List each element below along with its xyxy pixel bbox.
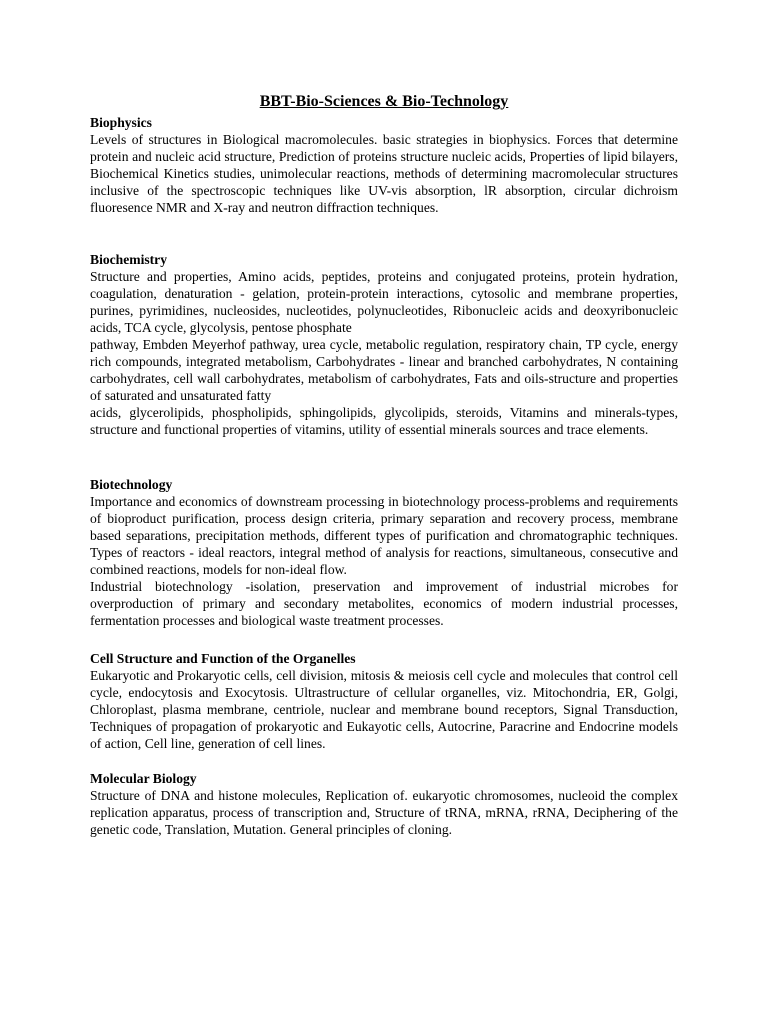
section-paragraph: Structure and properties, Amino acids, peptides, proteins and conjugated proteins, protein hydration, coagulation, denaturation - gelation, protein-protein interactions, cytosolic and membrane properties, purines, pyrimidines, nucleosides, nucleotides, polynucleotides, Ribonucleic acids and deoxyribonucleic acids, TCA cycle, glycolysis, pentose phosphate bbox=[90, 269, 678, 335]
section-heading: Biophysics bbox=[90, 115, 152, 130]
section-molecular-biology bbox=[90, 770, 678, 838]
section-paragraph: acids, glycerolipids, phospholipids, sphingolipids, glycolipids, steroids, Vitamins and minerals-types, structure and functional properties of vitamins, utility of essential minerals sources and trace elements. bbox=[90, 405, 678, 437]
section-heading: Molecular Biology bbox=[90, 771, 197, 786]
section-paragraph: Eukaryotic and Prokaryotic cells, cell division, mitosis & meiosis cell cycle and molecules that control cell cycle, endocytosis and Exocytosis. Ultrastructure of cellular organelles, viz. Mitochondria, ER, Golgi, Chloroplast, plasma membrane, centriole, nuclear and membrane bound receptors, Signal Transduction, Techniques of propagation of prokaryotic and Eukayotic cells, Autocrine, Paracrine and Endocrine models of action, Cell line, generation of cell lines. bbox=[90, 668, 678, 751]
section-paragraph: pathway, Embden Meyerhof pathway, urea cycle, metabolic regulation, respiratory chain, TP cycle, energy rich compounds, integrated metabolism, Carbohydrates - linear and branched carbohydrates, N containing carbohydrates, cell wall carbohydrates, metabolism of carbohydrates, Fats and oils-structure and properties of saturated and unsaturated fatty bbox=[90, 337, 678, 403]
section-cell-structure bbox=[90, 650, 678, 752]
section-paragraph: Levels of structures in Biological macromolecules. basic strategies in biophysics. Forces that determine protein and nucleic acid structure, Prediction of proteins structure nucleic acids, Properties of lipid bilayers, Biochemical Kinetics studies, unimolecular reactions, methods of determining macromolecular structures inclusive of the spectroscopic techniques like UV-vis absorption, lR absorption, circular dichroism fluoresence NMR and X-ray and neutron diffraction techniques. bbox=[90, 132, 678, 215]
section-heading: Cell Structure and Function of the Organelles bbox=[90, 651, 356, 666]
section-biochemistry bbox=[90, 251, 678, 438]
section-biophysics bbox=[90, 114, 678, 216]
page-title: BBT-Bio-Sciences & Bio-Technology bbox=[259, 93, 509, 110]
section-paragraph: Structure of DNA and histone molecules, Replication of. eukaryotic chromosomes, nucleoid the complex replication apparatus, process of transcription and, Structure of tRNA, mRNA, rRNA, Deciphering of the genetic code, Translation, Mutation. General principles of cloning. bbox=[90, 788, 678, 837]
section-paragraph: Industrial biotechnology -isolation, preservation and improvement of industrial microbes for overproduction of primary and secondary metabolites, economics of modern industrial processes, fermentation processes and biological waste treatment processes. bbox=[90, 579, 678, 628]
section-heading: Biotechnology bbox=[90, 477, 173, 492]
section-paragraph: Importance and economics of downstream processing in biotechnology process-problems and requirements of bioproduct purification, process design criteria, primary separation and recovery process, membrane based separations, precipitation methods, different types of purification and chromatographic techniques. Types of reactors - ideal reactors, integral method of analysis for reactions, simultaneous, consecutive and combined reactions, models for non-ideal flow. bbox=[90, 494, 678, 577]
section-heading: Biochemistry bbox=[90, 252, 168, 267]
section-biotechnology bbox=[90, 476, 678, 629]
